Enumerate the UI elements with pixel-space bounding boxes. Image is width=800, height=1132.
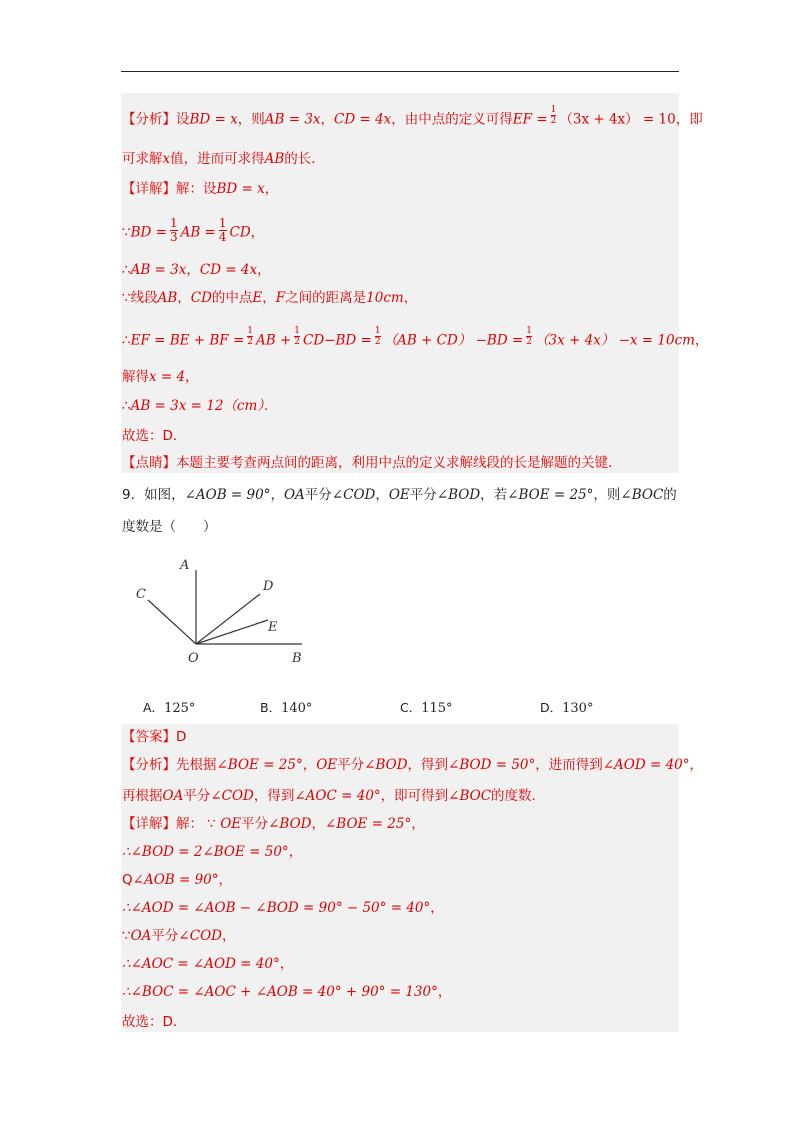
detail-line-1: 【详解】解：设BD = x，: [122, 181, 279, 197]
detail-choose: 故选：D．: [122, 428, 187, 444]
ray-oe: [196, 620, 268, 644]
detail-line-7: ∴AB = 3x = 12（cm）．: [122, 398, 278, 414]
answer-detail-4: ∴∠AOD = ∠AOB − ∠BOD = 90° − 50° = 40°，: [122, 900, 444, 916]
option-b[interactable]: B．140°: [260, 700, 313, 716]
label-d: D: [263, 579, 274, 594]
answer-detail-6: ∴∠AOC = ∠AOD = 40°，: [122, 956, 294, 972]
question-9-stem: 9．如图，∠AOB = 90°，OA平分∠COD，OE平分∠BOD，若∠BOE = 25°，则∠BOC的: [122, 487, 677, 503]
answer-analysis-1: 【分析】先根据∠BOE = 25°，OE平分∠BOD，得到∠BOD = 50°，进而得到∠AOD = 40°，: [122, 757, 704, 773]
analysis-line-1: 【分析】设BD = x，则AB = 3x，CD = 4x，由中点的定义可得EF = $\frac{1}{2}$ （3x + 4x） = 10，即: [122, 105, 703, 128]
ray-oc: [148, 600, 196, 644]
answer-line: 【答案】D: [122, 729, 187, 745]
answer-detail-7: ∴∠BOC = ∠AOC + ∠AOB = 40° + 90° = 130°，: [122, 984, 452, 1000]
detail-line-2: ∵BD = $\frac{1}{3}$ AB = $\frac{1}{4}$ CD，: [122, 216, 265, 244]
detail-line-4: ∵线段AB，CD的中点E，F之间的距离是10cm，: [122, 290, 418, 306]
detail-line-6: 解得x = 4，: [122, 369, 199, 385]
answer-detail-3: Q∠AOB = 90°，: [122, 872, 233, 888]
answer-detail-2: ∴∠BOD = 2∠BOE = 50°，: [122, 844, 303, 860]
option-d[interactable]: D．130°: [540, 700, 594, 716]
answer-choose: 故选：D．: [122, 1014, 187, 1030]
point-line: 【点睛】本题主要考查两点间的距离，利用中点的定义求解线段的长是解题的关键．: [122, 455, 622, 471]
detail-line-5: ∴EF = BE + BF = $\frac{1}{2}$ AB + $\frac{1}{2}$ CD−BD = $\frac{1}{2}$ （AB + CD） −BD = $\frac{1}{2}$ （3x + 4x） −x = 10cm，: [122, 326, 709, 349]
label-b: B: [292, 651, 302, 666]
angle-figure: [130, 552, 320, 672]
option-a[interactable]: A．125°: [143, 700, 196, 716]
answer-detail-5: ∵OA平分∠COD，: [122, 928, 236, 944]
label-o: O: [188, 651, 199, 666]
answer-detail-1: 【详解】解： ∵ OE平分∠BOD，∠BOE = 25°，: [122, 816, 425, 832]
label-a: A: [180, 558, 190, 573]
detail-line-3: ∴AB = 3x，CD = 4x，: [122, 262, 271, 278]
label-c: C: [136, 587, 146, 602]
answer-analysis-2: 再根据OA平分∠COD，得到∠AOC = 40°，即可得到∠BOC的度数．: [122, 788, 546, 804]
label-e: E: [268, 620, 278, 635]
header-rule: [121, 71, 679, 72]
option-c[interactable]: C．115°: [400, 700, 453, 716]
ray-od: [196, 594, 260, 644]
analysis-line-2: 可求解x值，进而可求得AB的长．: [122, 151, 325, 167]
question-9-stem-cont: 度数是（ ）: [122, 519, 217, 535]
